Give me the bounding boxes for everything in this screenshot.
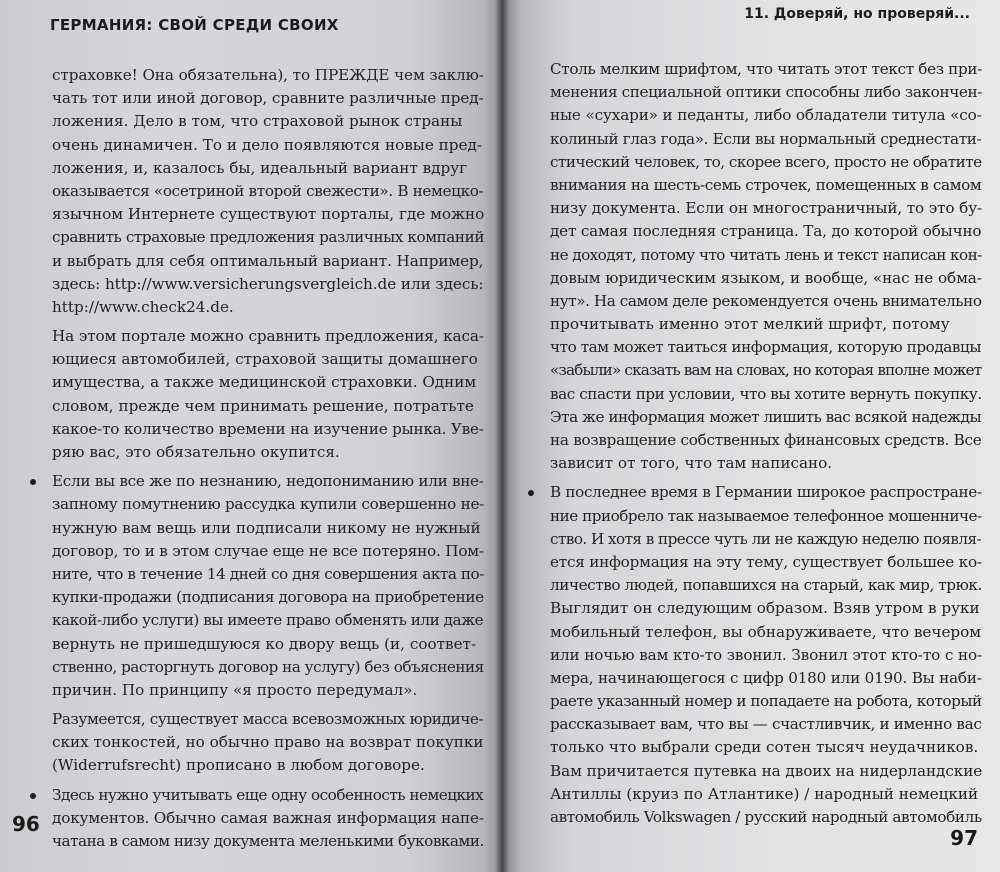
text-line: ство. И хотя в прессе чуть ли не каждую неделю появля- xyxy=(550,529,982,548)
text-line: здесь: http://www.versicherungsvergleich.de или здесь: xyxy=(52,274,484,293)
text-line: менения специальной оптики способны либо закончен- xyxy=(550,83,983,102)
text-line: личество людей, попавшихся на старый, как мир, трюк. xyxy=(550,576,982,595)
paragraph xyxy=(550,58,982,475)
text-line: низу документа. Если он многостраничный, то это бу- xyxy=(550,199,983,218)
text-line: дет самая последняя страница. Та, до которой обычно xyxy=(550,222,982,241)
text-line: какое-то количество времени на изучение рынка. Уве- xyxy=(52,419,484,438)
page-number-left: 96 xyxy=(12,812,40,836)
paragraph xyxy=(52,708,484,778)
text-line: «забыли» сказать вам на словах, но которая вполне может xyxy=(550,361,982,380)
running-head-right: 11. Доверяй, но проверяй... xyxy=(744,6,970,22)
text-line: запному помутнению рассудка купили совершенно не- xyxy=(52,495,485,514)
text-line: ложения, и, казалось бы, идеальный вариант вдруг xyxy=(52,158,468,177)
text-line: ских тонкостей, но обычно право на возврат покупки xyxy=(52,733,484,752)
text-line: ните, что в течение 14 дней со дня совершения акта по- xyxy=(52,564,484,583)
text-line: В последнее время в Германии широкое распростране- xyxy=(550,483,982,502)
text-line: ющиеся автомобилей, страховой защиты домашнего xyxy=(52,350,478,369)
text-line: договор, то и в этом случае еще не все потеряно. Пом- xyxy=(52,541,484,560)
text-line: Антиллы (круиз по Атлантике) / народный немецкий xyxy=(550,784,979,803)
text-line: на возвращение собственных финансовых средств. Все xyxy=(550,431,982,449)
left-page-text xyxy=(52,64,484,853)
text-line: Если вы все же по незнанию, недопониманию или вне- xyxy=(52,472,484,491)
text-line: прочитывать именно этот мелкий шрифт, потому xyxy=(550,315,950,334)
text-line: оказывается «осетриной второй свежести». В немецко- xyxy=(52,181,484,200)
text-line: какой-либо услуги) вы имеете право обменять или даже xyxy=(52,611,484,630)
running-head-left: ГЕРМАНИЯ: СВОЙ СРЕДИ СВОИХ xyxy=(50,16,339,34)
bullet-paragraph xyxy=(52,470,484,702)
text-line: ряю вас, это обязательно окупится. xyxy=(52,443,340,461)
text-line: (Widerrufsrecht) прописано в любом договоре. xyxy=(52,756,425,775)
text-line: или ночью вам кто-то звонил. Звонил этот кто-то с но- xyxy=(550,645,982,664)
text-line: язычном Интернете существуют порталы, где можно xyxy=(52,205,485,224)
bullet-paragraph xyxy=(550,481,982,829)
text-line: ется информация на эту тему, существует большее ко- xyxy=(550,552,982,571)
text-line: ложения. Дело в том, что страховой рынок страны xyxy=(52,112,463,131)
text-line: http://www.check24.de. xyxy=(52,297,234,316)
text-line: нужную вам вещь или подписали никому не нужный xyxy=(52,518,481,537)
text-line: довым юридическим языком, и вообще, «нас не обма- xyxy=(550,268,982,287)
text-line: Столь мелким шрифтом, что читать этот текст без при- xyxy=(550,60,982,78)
text-line: Вам причитается путевка на двоих на нидерландские xyxy=(550,761,983,780)
text-line: купки-продажи (подписания договора на приобретение xyxy=(52,588,484,607)
text-line: вас спасти при условии, что вы хотите вернуть покупку. xyxy=(550,384,982,403)
right-page xyxy=(502,0,1000,872)
text-line: сравнить страховые предложения различных компаний xyxy=(52,228,485,247)
text-line: документов. Обычно самая важная информация напе- xyxy=(52,808,484,827)
bullet-icon xyxy=(30,479,36,485)
bullet-paragraph xyxy=(52,784,484,854)
text-line: стический человек, то, скорее всего, просто не обратите xyxy=(550,152,982,171)
text-line: ние приобрело так называемое телефонное мошенниче- xyxy=(550,506,982,525)
text-line: ственно, расторгнуть договор на услугу) без объяснения xyxy=(52,657,484,676)
text-line: мера, начинающегося с цифр 0180 или 0190. Вы наби- xyxy=(550,668,982,687)
text-line: страховке! Она обязательна), то ПРЕЖДЕ чем заклю- xyxy=(52,66,484,84)
page-number-right: 97 xyxy=(950,826,978,850)
text-line: и выбрать для себя оптимальный вариант. Например, xyxy=(52,251,484,270)
right-page-text xyxy=(550,58,982,829)
text-line: нут». На самом деле рекомендуется очень внимательно xyxy=(550,291,982,310)
text-line: словом, прежде чем принимать решение, потратьте xyxy=(52,396,474,415)
text-line: имущества, а также медицинской страховки. Одним xyxy=(52,373,477,392)
bullet-icon xyxy=(30,793,36,799)
text-line: ные «сухари» и педанты, либо обладатели титула «со- xyxy=(550,106,982,125)
text-line: автомобиль Volkswagen / русский народный автомобиль xyxy=(550,808,982,826)
text-line: На этом портале можно сравнить предложения, каса- xyxy=(52,327,484,346)
paragraph xyxy=(52,64,484,319)
text-line: рассказывает вам, что вы — счастливчик, и именно вас xyxy=(550,715,982,734)
bullet-icon xyxy=(528,490,534,496)
text-line: колиный глаз года». Если вы нормальный среднестати- xyxy=(550,129,982,148)
paragraph xyxy=(52,325,484,464)
book-gutter xyxy=(495,0,509,872)
text-line: что там может таиться информация, которую продавцы xyxy=(550,338,982,357)
text-line: вернуть не пришедшуюся ко двору вещь (и, соответ- xyxy=(52,634,477,653)
text-line: Разумеется, существует масса всевозможных юридиче- xyxy=(52,710,484,729)
text-line: зависит от того, что там написано. xyxy=(550,454,833,473)
text-line: внимания на шесть-семь строчек, помещенных в самом xyxy=(550,175,982,194)
text-line: мобильный телефон, вы обнаруживаете, что вечером xyxy=(550,622,982,641)
text-line: Эта же информация может лишить вас всякой надежды xyxy=(550,407,982,426)
text-line: чать тот или иной договор, сравните различные пред- xyxy=(52,89,484,108)
text-line: только что выбрали среди сотен тысяч неудачников. xyxy=(550,738,979,757)
text-line: причин. По принципу «я просто передумал». xyxy=(52,680,418,699)
text-line: раете указанный номер и попадаете на робота, который xyxy=(550,692,982,711)
text-line: Выглядит он следующим образом. Взяв утром в руки xyxy=(550,599,980,618)
text-line: не доходят, потому что читать лень и текст написан кон- xyxy=(550,245,982,264)
text-line: очень динамичен. То и дело появляются новые пред- xyxy=(52,135,482,154)
text-line: чатана в самом низу документа меленькими буковками. xyxy=(52,832,484,850)
text-line: Здесь нужно учитывать еще одну особенность немецких xyxy=(52,785,484,804)
